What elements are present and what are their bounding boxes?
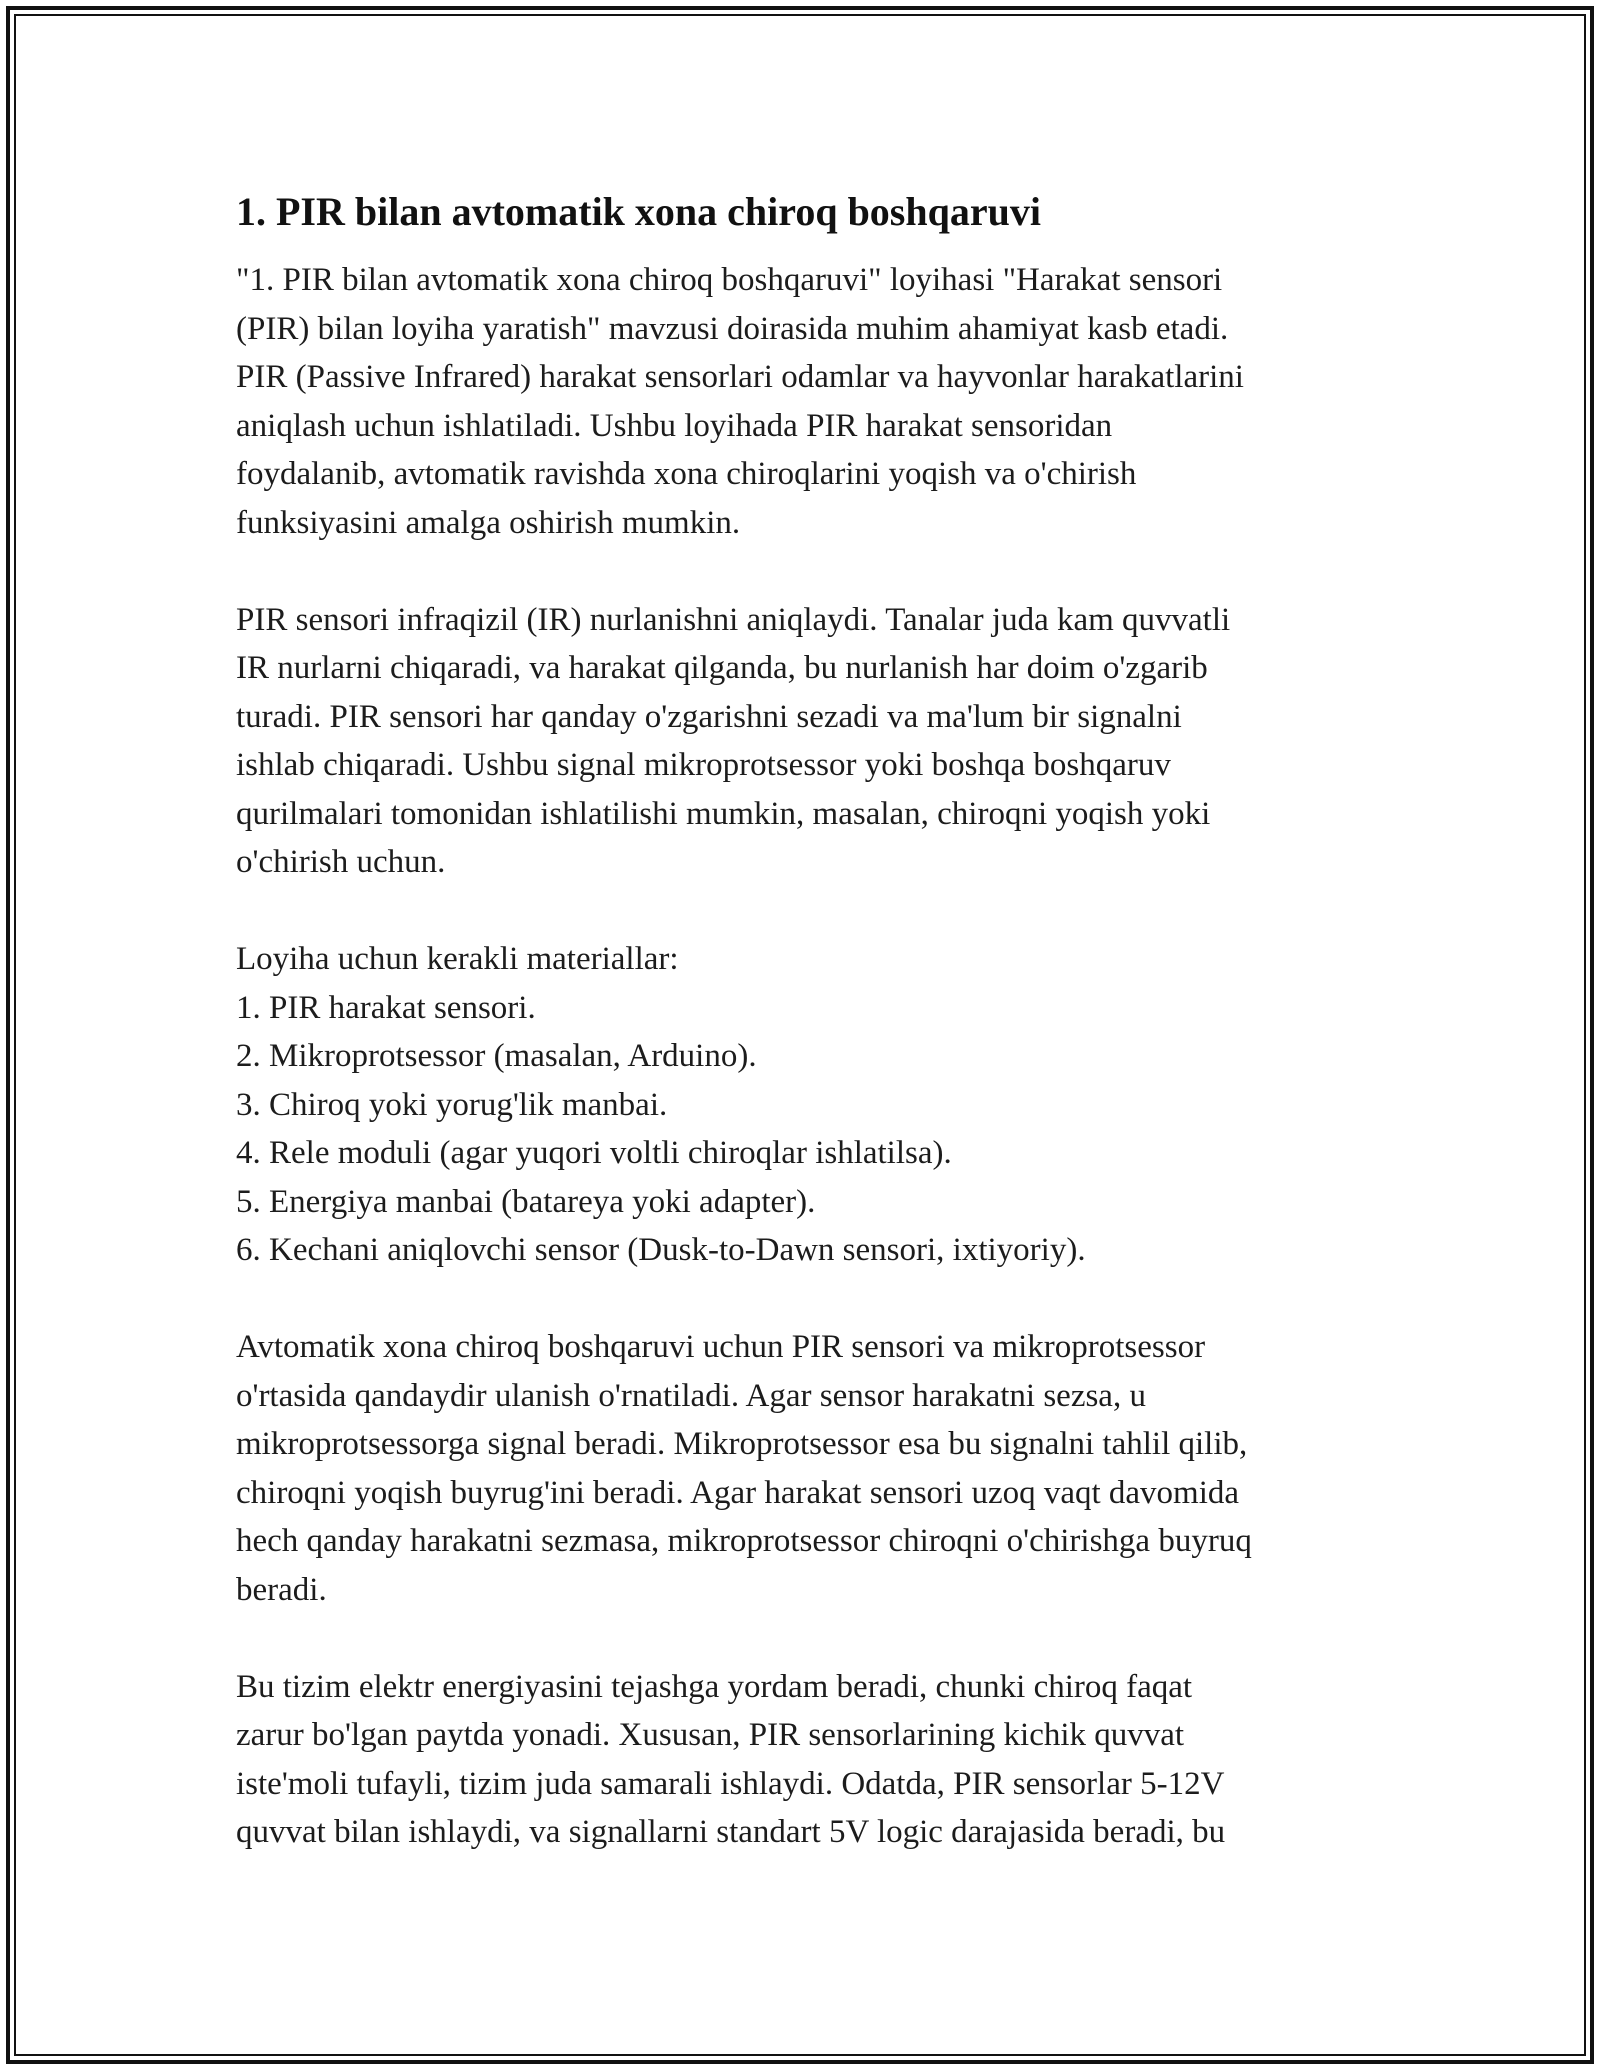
paragraph-control-logic: [236, 1323, 1386, 1614]
text-line: aniqlash uchun ishlatiladi. Ushbu loyihada PIR harakat sensoridan: [236, 407, 1113, 444]
text-line: ishlab chiqaradi. Ushbu signal mikroprotsessor yoki boshqa boshqaruv: [236, 747, 1171, 783]
text-line: iste'moli tufayli, tizim juda samarali ishlaydi. Odatda, PIR sensorlar 5-12V: [236, 1765, 1225, 1802]
text-line: beradi.: [236, 1571, 327, 1608]
text-line: "1. PIR bilan avtomatik xona chiroq boshqaruvi" loyihasi "Harakat sensori: [236, 262, 1223, 298]
paragraph-sensor-principle: [236, 596, 1386, 887]
text-line: funksiyasini amalga oshirish mumkin.: [236, 504, 741, 541]
document-body: [236, 186, 1386, 1905]
text-line: PIR (Passive Infrared) harakat sensorlari odamlar va hayvonlar harakatlarini: [236, 359, 1244, 395]
list-item: 1. PIR harakat sensori.: [236, 989, 536, 1026]
text-line: IR nurlarni chiqaradi, va harakat qilganda, bu nurlanish har doim o'zgarib: [236, 650, 1208, 686]
text-line: o'rtasida qandaydir ulanish o'rnatiladi. Agar sensor harakatni sezsa, u: [236, 1377, 1146, 1414]
text-line: mikroprotsessorga signal beradi. Mikroprotsessor esa bu signalni tahlil qilib,: [236, 1426, 1248, 1462]
text-line: turadi. PIR sensori har qanday o'zgarishni sezadi va ma'lum bir signalni: [236, 698, 1182, 735]
document-title: 1. PIR bilan avtomatik xona chiroq boshqaruvi: [236, 189, 1041, 234]
text-line: foydalanib, avtomatik ravishda xona chiroqlarini yoqish va o'chirish: [236, 456, 1137, 492]
list-item: 4. Rele moduli (agar yuqori voltli chiroqlar ishlatilsa).: [236, 1135, 952, 1171]
text-line: zarur bo'lgan paytda yonadi. Xususan, PIR sensorlarining kichik quvvat: [236, 1717, 1185, 1753]
text-line: Bu tizim elektr energiyasini tejashga yordam beradi, chunki chiroq faqat: [236, 1668, 1193, 1705]
list-item: 3. Chiroq yoki yorug'lik manbai.: [236, 1086, 668, 1123]
text-line: chiroqni yoqish buyrug'ini beradi. Agar harakat sensori uzoq vaqt davomida: [236, 1474, 1240, 1511]
text-line: qurilmalari tomonidan ishlatilishi mumkin, masalan, chiroqni yoqish yoki: [236, 795, 1211, 832]
text-line: quvvat bilan ishlaydi, va signallarni standart 5V logic darajasida beradi, bu: [236, 1814, 1226, 1850]
text-line: o'chirish uchun.: [236, 844, 446, 880]
text-line: Avtomatik xona chiroq boshqaruvi uchun PIR sensori va mikroprotsessor: [236, 1329, 1206, 1365]
materials-list: [236, 935, 1386, 1275]
materials-heading: Loyiha uchun kerakli materiallar:: [236, 941, 679, 977]
list-item: 5. Energiya manbai (batareya yoki adapter).: [236, 1183, 816, 1220]
text-line: PIR sensori infraqizil (IR) nurlanishni aniqlaydi. Tanalar juda kam quvvatli: [236, 601, 1231, 638]
list-item: 2. Mikroprotsessor (masalan, Arduino).: [236, 1038, 757, 1074]
text-line: hech qanday harakatni sezmasa, mikroprotsessor chiroqni o'chirishga buyruq: [236, 1523, 1252, 1559]
text-line: (PIR) bilan loyiha yaratish" mavzusi doirasida muhim ahamiyat kasb etadi.: [236, 310, 1229, 347]
paragraph-intro: [236, 256, 1386, 547]
paragraph-energy-saving: [236, 1663, 1386, 1857]
list-item: 6. Kechani aniqlovchi sensor (Dusk-to-Dawn sensori, ixtiyoriy).: [236, 1232, 1086, 1268]
